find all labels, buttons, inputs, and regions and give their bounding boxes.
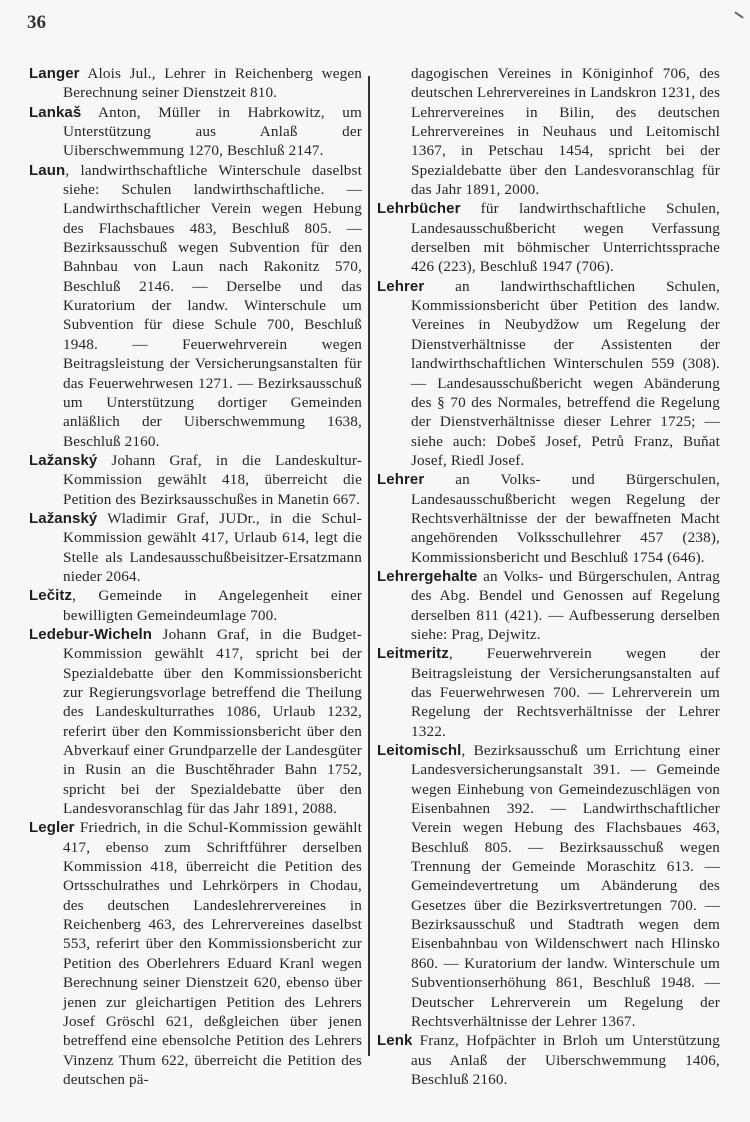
index-entry bbox=[377, 644, 720, 741]
entry-text: an Volks- und Bürgerschulen, Landesausschußbericht wegen Regelung der Rechtsverhältnisse der der bewaffneten Macht angehörenden Volksschullehrer 457 (238), Kommissionsbericht und Beschluß 1754 (646). bbox=[411, 471, 720, 566]
index-entry bbox=[377, 277, 720, 470]
entry-heading: Leitmeritz bbox=[377, 645, 449, 663]
entry-text: Friedrich, in die Schul-Kommission gewählt 417, ebenso zum Schriftführer derselben Kommission 418, überreicht die Petition des Ortsschulrathes und Lehrkörpers in Chodau, des deutschen Landeslehrervereines in Reichenberg 463, des Lehrervereines daselbst 553, referirt über den Kommissionsbericht zur Petition des Oberlehrers Eduard Kranl wegen Berechnung seiner Dienstzeit 620, ebenso über jenen zur gleichartigen Petition des Lehrers Josef Gröschl 621, deßgleichen über jenen betreffend eine ebensolche Petition des Lehrers Vinzenz Thum 622, überreicht die Petition des deutschen pä- bbox=[63, 819, 362, 1088]
entry-text: Alois Jul., Lehrer in Reichenberg wegen Berechnung seiner Dienstzeit 810. bbox=[63, 65, 362, 102]
index-entry bbox=[29, 64, 362, 103]
index-entry bbox=[377, 199, 720, 276]
column-divider bbox=[368, 76, 370, 1056]
entry-text: Johann Graf, in die Landeskultur-Kommission gewählt 418, überreicht die Petition des Bezirksausschußes in Manetin 667. bbox=[63, 451, 362, 508]
index-entry bbox=[29, 625, 362, 818]
entry-heading: Lehrergehalte bbox=[377, 567, 478, 585]
index-entry bbox=[29, 103, 362, 161]
entry-heading: Langer bbox=[29, 65, 80, 82]
corner-mark bbox=[734, 11, 743, 18]
entry-text: an landwirthschaftlichen Schulen, Kommissionsbericht über Petition des landw. Vereines in Neubydžow um Regelung der Dienstverhältnisse der Assistenten der landwirthschaftlichen Winterschulen 559 (308). — Landesausschußbericht wegen Abänderung des § 70 des Normales, betreffend die Regelung der Dienstverhältnisse dieser Lehrer 1725; — siehe auch: Dobeš Josef, Petrů Franz, Buňat Josef, Riedl Josef. bbox=[411, 277, 720, 469]
entry-text: , Gemeinde in Angelegenheit einer bewilligten Gemeindeumlage 700. bbox=[63, 587, 362, 624]
index-entry bbox=[29, 818, 362, 1089]
entry-text: , landwirthschaftliche Winterschule daselbst siehe: Schulen landwirthschaftliche. — Landwirthschaftlicher Verein wegen Hebung des Flachsbaues 483, Beschluß 805. — Bezirksausschuß wegen Subvention für den Bahnbau von Laun nach Rakonitz 570, Beschluß 2146. — Derselbe und das Kuratorium der landw. Winterschule um Subvention für diese Schule 700, Beschluß 1948. — Feuerwehrverein wegen Beitragsleistung der Versicherungsanstalten für das Feuerwehrwesen 1271. — Bezirksausschuß um Unterstützung dortiger Gemeinden anläßlich der Uiberschwemmung 1638, Beschluß 2160. bbox=[63, 161, 362, 450]
page-number: 36 bbox=[27, 12, 46, 33]
index-entry bbox=[29, 161, 362, 451]
right-column bbox=[377, 64, 720, 1089]
entry-text: , Bezirksausschuß um Errichtung einer Landesversicherungsanstalt 391. — Gemeinde wegen Einhebung von Gemeindezuschlägen von Eisenbahnen 392. — Landwirthschaftlicher Verein wegen Hebung des Flachsbaues 463, Beschluß 805. — Bezirksausschuß wegen Trennung der Gemeinde Moraschitz 613. — Gemeindevertretung um Abänderung des Gesetzes über die Bezirksvertretungen 700. — Bezirksausschuß und Stadtrath wegen dem Eisenbahnbau von Wildenschwert nach Hlinsko 860. — Kuratorium der landw. Winterschule um Subventionserhöhung 861, Beschluß 1948. — Deutscher Lehrerverein um Regelung der Rechtsverhältnisse der Lehrer 1367. bbox=[411, 742, 720, 1030]
index-entry bbox=[377, 470, 720, 567]
entry-heading: Leitomischl bbox=[377, 742, 462, 760]
index-entry bbox=[377, 567, 720, 644]
entry-text: , Feuerwehrverein wegen der Beitragsleistung der Versicherungsanstalten auf das Feuerwehrwesen 700. — Lehrerverein um Regelung der Rechtsverhältnisse der Lehrer 1322. bbox=[411, 645, 720, 740]
entry-text: dagogischen Vereines in Königinhof 706, des deutschen Lehrervereines in Landskron 1231, des Lehrervereines in Bilin, des deutschen Lehrervereines in Neuhaus und Leitomischl 1367, in Petschau 1454, spricht bei der Spezialdebatte über den Landesvoranschlag für das Jahr 1891, 2000. bbox=[411, 65, 721, 199]
entry-heading: Ledebur-Wicheln bbox=[29, 625, 153, 643]
entry-text: für landwirthschaftliche Schulen, Landesausschußbericht wegen Verfassung derselben mit böhmischer Unterrichtssprache 426 (223), Beschluß 1947 (706). bbox=[411, 200, 720, 276]
index-entry bbox=[377, 741, 720, 1031]
entry-text: an Volks- und Bürgerschulen, Antrag des Abg. Bendel und Genossen auf Regelung derselben 811 (421). — Aufbesserung derselben siehe: Prag, Dejwitz. bbox=[411, 567, 720, 643]
entry-heading: Lažanský bbox=[29, 451, 98, 469]
entry-heading: Lažanský bbox=[29, 509, 98, 527]
entry-text: Johann Graf, in die Budget-Kommission gewählt 417, spricht bei der Spezialdebatte über den Kommissionsbericht zur Regierungsvorlage betreffend die Theilung des Landeskulturrathes 1086, Urlaub 1232, referirt über den Kommissionsbericht über den Abverkauf einer Grundparzelle der Landesgüter in Rusin an die Buschtěhrader Bahn 1752, spricht bei der Spezialdebatte über den Landesvoranschlag für das Jahr 1891, 2088. bbox=[63, 625, 362, 818]
entry-text: Wladimir Graf, JUDr., in die Schul-Kommission gewählt 417, Urlaub 614, legt die Stelle als Landesausschußbeisitzer-Ersatzmann nieder 2064. bbox=[63, 509, 362, 585]
entry-heading: Laun bbox=[29, 161, 66, 179]
index-entry bbox=[29, 586, 362, 625]
entry-text: Anton, Müller in Habrkowitz, um Unterstützung aus Anlaß der Uiberschwemmung 1270, Beschluß 2147. bbox=[63, 103, 362, 160]
left-column bbox=[29, 64, 362, 1089]
entry-heading: Lehrer bbox=[377, 471, 425, 489]
index-entry bbox=[29, 509, 362, 586]
entry-heading: Lankaš bbox=[29, 103, 82, 121]
entry-heading: Lenk bbox=[377, 1032, 413, 1050]
index-entry bbox=[377, 1031, 720, 1089]
entry-heading: Lehrbücher bbox=[377, 200, 461, 218]
entry-heading: Lečitz bbox=[29, 587, 73, 605]
entry-heading: Legler bbox=[29, 819, 75, 837]
continued-entry bbox=[377, 64, 720, 199]
index-entry bbox=[29, 451, 362, 509]
entry-heading: Lehrer bbox=[377, 277, 425, 295]
entry-text: Franz, Hofpächter in Brloh um Unterstützung aus Anlaß der Uiberschwemmung 1406, Beschluß 2160. bbox=[411, 1032, 720, 1088]
